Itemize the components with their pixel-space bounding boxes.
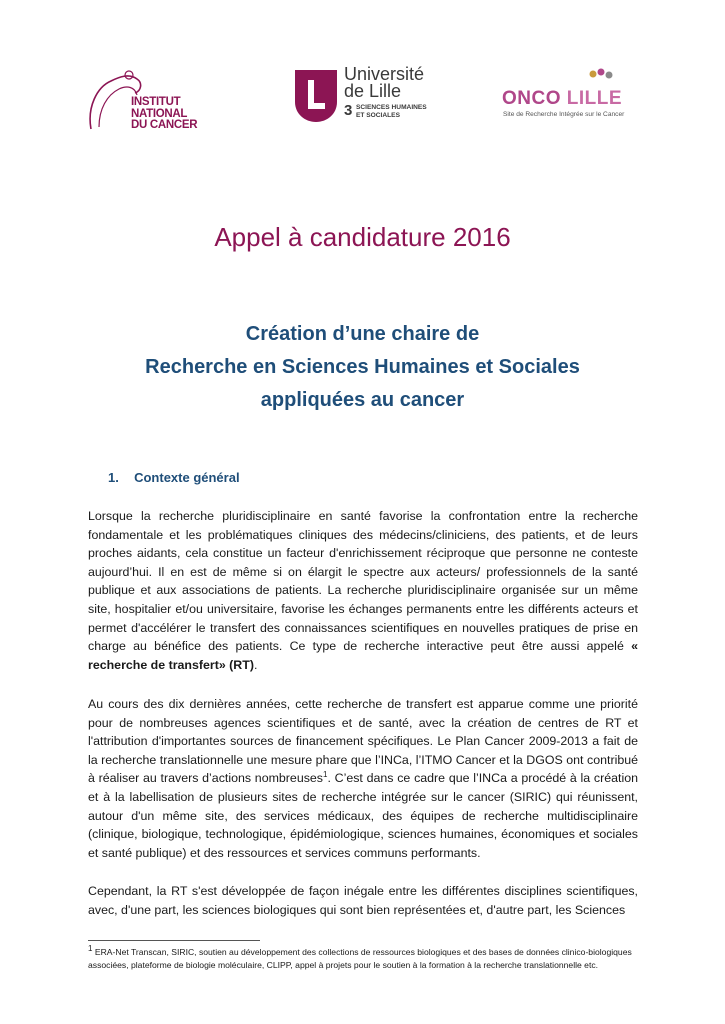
lille3-logo (293, 66, 438, 126)
section-heading (108, 470, 240, 485)
paragraph-2-text1: Au cours des dix dernières années, cette recherche de transfert est apparue comme une priorité pour de nombreuses agences scientifiques et de santé, avec la création de centres de RT et l'attribution d'importantes sources de financement spécifiques. Le Plan Cancer 2009-2013 a fait de la recherche translationnelle une mesure phare que l’INCa, l’ITMO Cancer et la DGOS ont contribué à réaliser au travers d’actions nombreuses (88, 697, 638, 786)
lille-line4: ET SOCIALES (356, 111, 400, 119)
paragraph-1-bold: « recherche de transfert» (RT) (88, 639, 638, 672)
lille-line2: de Lille (344, 81, 402, 101)
paragraph-1 (88, 507, 638, 674)
lille-number: 3 (344, 102, 353, 119)
onco-word: ONCO (502, 88, 561, 109)
logo-bar (0, 62, 725, 142)
paragraph-1-text: Lorsque la recherche pluridisciplinaire en santé favorise la confrontation entre la recherche fondamentale et les problématiques cliniques des médecins/cliniciens, des patients, et de leurs proches aidants, cela constitue un facteur d'enrichissement réciproque que personne ne conteste aujourd’hui. Il en est de même si on élargit le spectre aux acteurs/ professionnels de la santé publique et aux associations de patients. La recherche pluridisciplinaire organisée sur un même site, hospitalier et/ou universitaire, favorise les échanges permanents entre les différents acteurs et permet d'accélérer le transfert des connaissances scientifiques en nouvelles pratiques de prise en charge au bénéfice des patients. Ce type de recherche interactive peut être aussi appelé (88, 509, 638, 654)
subtitle-line1: Création d’une chaire de (245, 323, 480, 345)
onco-lille-logo (502, 68, 642, 128)
footnote-number: 1 (88, 944, 93, 954)
lille-line1: Université (344, 64, 425, 84)
footnote-ref: 1 (323, 770, 328, 780)
lille-shield-icon (293, 68, 339, 124)
section-number: 1. (108, 470, 119, 485)
section-title: Contexte général (134, 470, 240, 485)
page-title: Appel à candidature 2016 (214, 222, 511, 252)
onco-tagline: Site de Recherche Intégrée sur le Cancer (503, 111, 625, 118)
paragraph-1-end: . (253, 657, 258, 672)
paragraph-2-text2: . C’est dans ce cadre que l’INCa a procédé à la création et à la labellisation de plusieurs sites de recherche intégrée sur le cancer (SIRIC) qui réunissent, autour d'un même site, des services médicaux, des équipes de recherche multidisciplinaire (clinique, biologique, technologique, épidémiologique, sciences humaines, économiques et sociales et santé publique) et des ressources et services communs performants. (88, 771, 638, 860)
paragraph-3: Cependant, la RT s'est développée de façon inégale entre les différentes disciplines scientifiques, avec, d'une part, les sciences biologiques qui sont bien représentées et, d'autre part, les Sciences (88, 884, 638, 917)
inca-line3: DU CANCER (131, 119, 198, 131)
subtitle-line2: Recherche en Sciences Humaines et Sociales (145, 356, 580, 378)
people-icon (588, 68, 618, 88)
lille-line3: SCIENCES HUMAINES (356, 104, 427, 111)
lille-word: LILLE (566, 88, 623, 109)
inca-line2: NATIONAL (131, 107, 188, 120)
footnote (88, 946, 640, 971)
document-subtitle (0, 318, 725, 417)
inca-logo (85, 67, 220, 137)
paragraph-2 (88, 695, 638, 862)
footnote-rule (88, 940, 260, 941)
subtitle-line3: appliquées au cancer (260, 389, 465, 411)
inca-line1: INSTITUT (131, 96, 181, 108)
footnote-text: ERA-Net Transcan, SIRIC, soutien au développement des collections de ressources biologiques et des bases de données clinico-biologiques associées, plateforme de biologie moléculaire, CLIPP, appel à projets pour le soutien à la formation à la recherche translationnelle etc. (88, 947, 632, 970)
